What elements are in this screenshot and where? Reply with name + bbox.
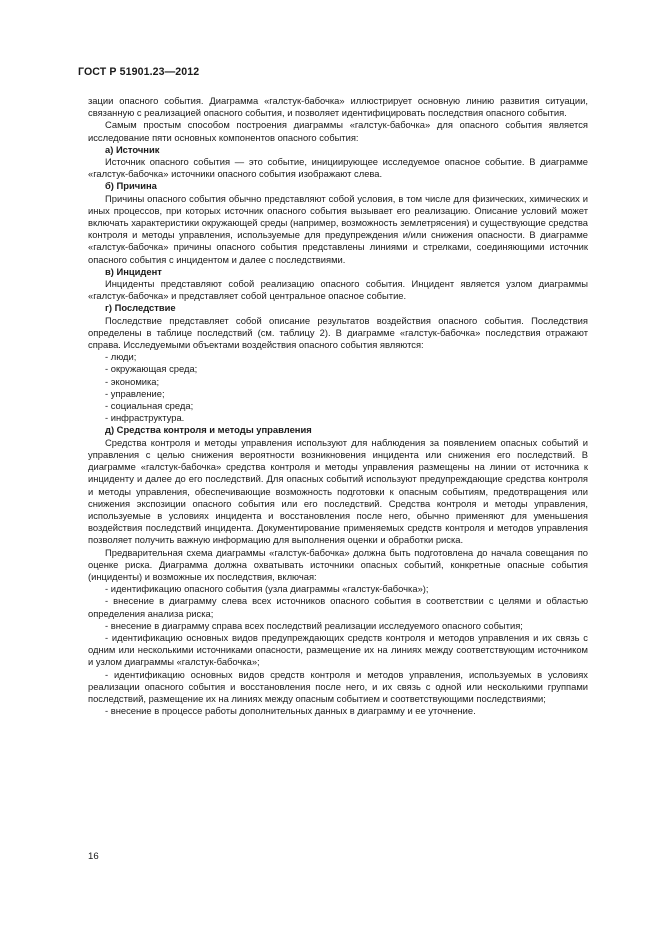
list-item: - окружающая среда;: [105, 363, 198, 375]
section-heading: а) Источник: [105, 143, 160, 155]
list-item: - экономика;: [105, 375, 160, 387]
list-item: - социальная среда;: [105, 400, 194, 412]
document-header: ГОСТ Р 51901.23—2012: [78, 66, 200, 78]
list-item: - идентификацию опасного события (узла диаграммы «галстук-бабочка»);: [105, 583, 429, 595]
paragraph: Предварительная схема диаграммы «галстук-бабочка» должна быть подготовлена до начала совещания по оценке риска. Диаграмма должна охватывать источники опасных событий, конкретные опасные события (инциденты) и возможные их последствия, включая:: [88, 546, 588, 582]
list-item: - идентификацию основных видов средств контроля и методов управления, используемых в условиях реализации опасного события и восстановления после него, и их связь с одной или несколькими группами последствий, размещение их на линиях между опасным событием и соответствующими последствиями;: [88, 668, 588, 704]
list-item: - инфраструктура.: [105, 412, 185, 424]
paragraph: зации опасного события. Диаграмма «галстук-бабочка» иллюстрирует основную линию развития ситуации, связанную с реализацией опасного события, и позволяет идентифицировать последствия опасного события.: [88, 95, 588, 119]
list-item: - управление;: [105, 387, 165, 399]
list-item: - внесение в процессе работы дополнительных данных в диаграмму и ее уточнение.: [105, 705, 476, 717]
paragraph: Последствие представляет собой описание результатов воздействия опасного события. Последствия определены в таблице последствий (см. таблицу 2). В диаграмме «галстук-бабочка» последствия отражают справа. Исследуемыми объектами воздействия опасного события являются:: [88, 314, 588, 351]
paragraph: Средства контроля и методы управления используют для наблюдения за появлением опасных событий и управления с целью снижения вероятности возникновения инцидента или снижения его последствий. В диаграмме «галстук-бабочка» средства контроля и методы управления размещены на линии от источника к инциденту и далее до его последствий. Для опасных событий используют предупреждающие средства контроля и методы управления, обеспечивающие возможность подготовки к опасным событиям, предотвращения или снижения экспозиции опасного события или его последствий. Средства контроля и методы управления, используемые в условиях инцидента и восстановления после него, обычно применяют для уменьшения воздействия последствий инцидента. Документирование применяемых средств контроля и методов управления позволяет получить важную информацию для выполнения оценки и обработки риска.: [88, 436, 588, 546]
paragraph: Источник опасного события — это событие, инициирующее исследуемое опасное событие. В диаграмме «галстук-бабочка» источники опасного события изображают слева.: [88, 156, 588, 180]
section-heading: д) Средства контроля и методы управления: [105, 424, 312, 436]
section-heading: б) Причина: [105, 180, 157, 192]
section-heading: в) Инцидент: [105, 265, 162, 277]
list-item: - идентификацию основных видов предупреждающих средств контроля и методов управления и их связь с одним или несколькими источниками опасности, размещение их на линиях между соответствующим источником и узлом диаграммы «галстук-бабочка»;: [88, 631, 588, 668]
list-item: - люди;: [105, 351, 137, 363]
paragraph: Причины опасного события обычно представляют собой условия, в том числе для физических, химических и иных процессов, при которых источник опасного события вызывает его реализацию. Описание условий может включать характеристики окружающей среды (например, возможность землетрясения) и существующие средства контроля и методы управления, используемые для предупреждения и/или снижения опасности. В диаграмме «галстук-бабочка» причины опасного события представлены линиями и стрелками, соединяющими источник опасного события с инцидентом и далее с последствиями.: [88, 192, 588, 265]
list-item: - внесение в диаграмму справа всех последствий реализации исследуемого опасного события;: [105, 619, 523, 631]
list-item: - внесение в диаграмму слева всех источников опасного события в соответствии с целями и областью определения анализа риска;: [88, 595, 588, 619]
paragraph: Инциденты представляют собой реализацию опасного события. Инцидент является узлом диаграммы «галстук-бабочка» и представляет собой центральное опасное событие.: [88, 278, 588, 302]
paragraph: Самым простым способом построения диаграммы «галстук-бабочка» для опасного события является исследование пяти основных компонентов опасного события:: [88, 119, 588, 143]
section-heading: г) Последствие: [105, 302, 176, 314]
body-text: [88, 95, 588, 717]
page-number: 16: [88, 851, 99, 862]
